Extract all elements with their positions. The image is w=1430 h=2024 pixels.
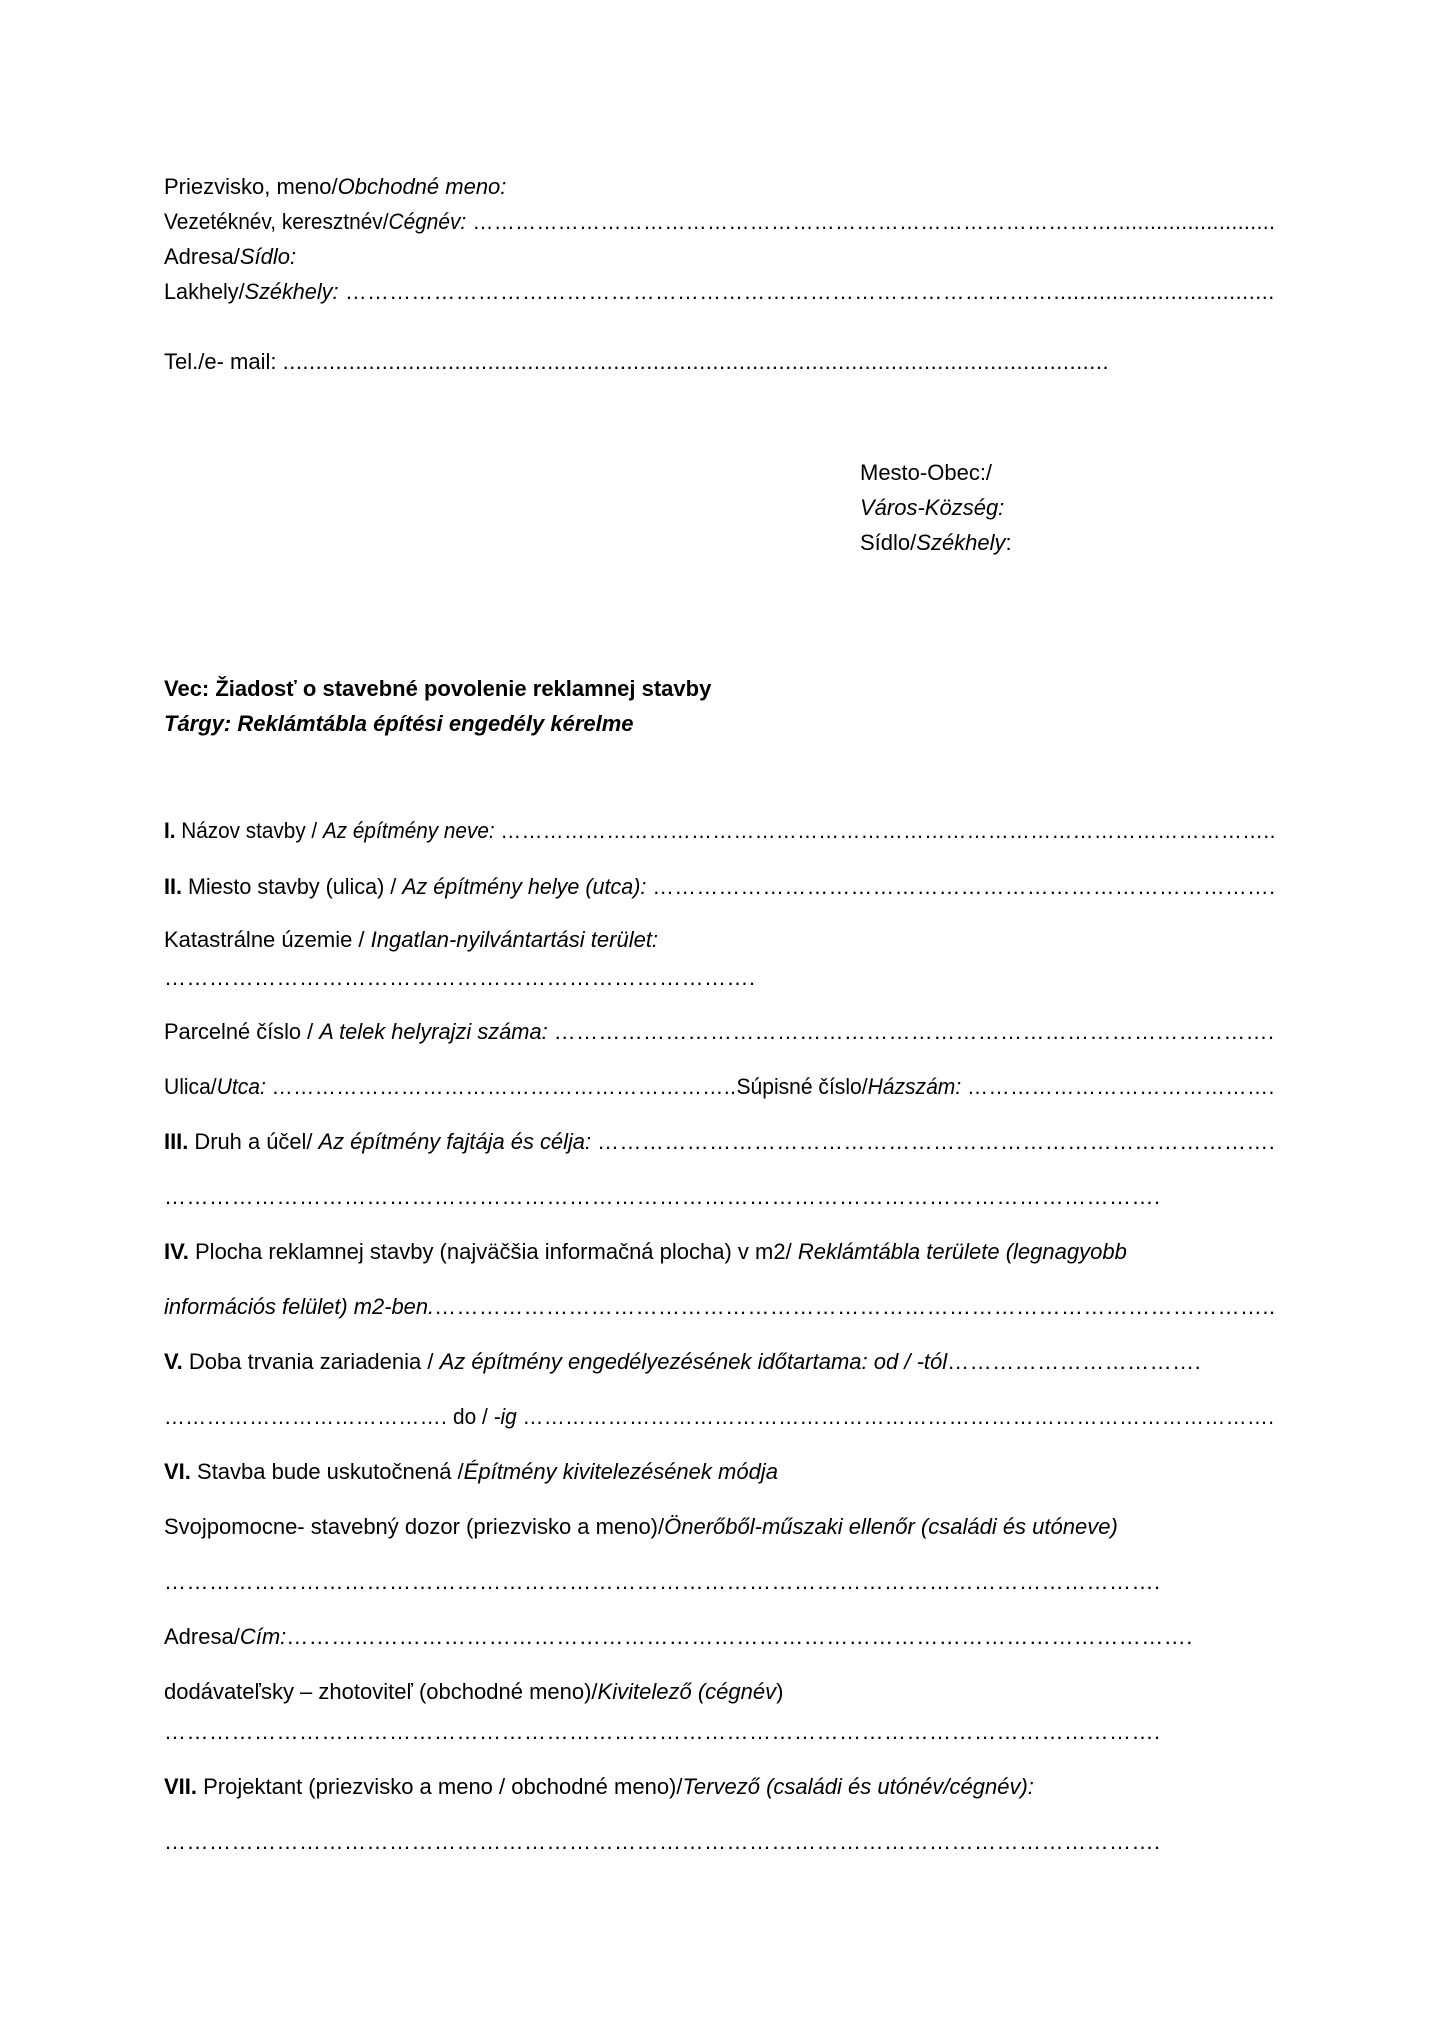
field-cadastral-area: [164, 925, 658, 955]
label-italic: Obchodné meno:: [337, 174, 507, 199]
fill-dots: ………………………………………………………………………………..........................: [466, 209, 1276, 234]
label: Priezvisko, meno/: [164, 174, 338, 199]
field-designer-dots: …………………………………………………………………………………………………………………….: [164, 1829, 1161, 1854]
label: Lakhely/: [164, 279, 245, 304]
label: Súpisné číslo/: [736, 1074, 868, 1099]
label-italic: Házszám:: [867, 1074, 968, 1099]
fill-dots: …………………………….: [947, 1349, 1202, 1374]
label-italic: információs felület) m2-ben.: [164, 1294, 435, 1319]
label-italic: Önerőből-műszaki ellenőr (családi és utóneve): [664, 1514, 1118, 1539]
section-number: I.: [164, 818, 176, 843]
label-italic: Cím:: [239, 1624, 287, 1649]
label: Sídlo/: [860, 530, 917, 555]
label-italic: Az építmény engedélyezésének időtartama: od / -tól: [439, 1349, 948, 1374]
label-italic: Építmény kivitelezésének módja: [463, 1459, 778, 1484]
section-number: II.: [164, 874, 182, 899]
label-italic: Az építmény neve:: [322, 818, 501, 843]
sender-name-sk-line: [164, 172, 506, 202]
field-type-purpose: [164, 1127, 1275, 1157]
field-duration-cont: [164, 1402, 1275, 1432]
field-cadastral-dots: …………………………………………………………………….: [164, 965, 756, 990]
field-self-help: [164, 1512, 1118, 1542]
label-italic: Cégnév:: [388, 209, 467, 234]
label: Plocha reklamnej stavby (najväčšia informačná plocha) v m2/: [188, 1239, 798, 1264]
fill-dots: ……………………………………………………………………………….: [597, 1129, 1276, 1154]
fill-dots: ………………………………………………………..: [271, 1074, 737, 1099]
field-parcel-number: [164, 1017, 1275, 1047]
field-address: [164, 1622, 1193, 1652]
label: Katastrálne územie /: [164, 927, 371, 952]
label-italic: Kivitelező (cégnév: [597, 1679, 777, 1704]
label-italic: Az építmény fajtája és célja:: [318, 1129, 598, 1154]
field-type-purpose-dots: …………………………………………………………………………………………………………………….: [164, 1184, 1161, 1209]
label: Názov stavby /: [175, 818, 323, 843]
label: Miesto stavby (ulica) /: [181, 874, 403, 899]
label: dodávateľsky – zhotoviteľ (obchodné meno)/: [164, 1679, 598, 1704]
label-italic: Az építmény helye (utca):: [402, 874, 653, 899]
section-number: VII.: [164, 1774, 198, 1799]
recipient-town-hu: Város-Község:: [860, 495, 1005, 520]
sender-address-hu-line: [164, 277, 1275, 307]
fill-dots: ………………………………………………………………………………………………..: [500, 818, 1276, 843]
subject-hu: Tárgy: Reklámtábla építési engedély kérelme: [164, 711, 634, 736]
fill-dots: …………………………………………………………………………………….: [553, 1019, 1275, 1044]
field-self-help-dots: …………………………………………………………………………………………………………………….: [164, 1569, 1161, 1594]
section-number: V.: [164, 1349, 183, 1374]
field-contractor-dots: …………………………………………………………………………………………………………………….: [164, 1719, 1161, 1744]
label-italic: Ingatlan-nyilvántartási terület:: [370, 927, 659, 952]
field-street-house: [164, 1072, 1275, 1102]
fill-dots: ………………………………………………………………………………………………………….: [286, 1624, 1193, 1649]
label: Stavba bude uskutočnená /: [190, 1459, 464, 1484]
label: Adresa/: [164, 1624, 240, 1649]
field-construction-mode: [164, 1457, 778, 1487]
label: Ulica/: [164, 1074, 217, 1099]
label: Druh a účel/: [188, 1129, 319, 1154]
section-number: III.: [164, 1129, 189, 1154]
fill-dots: ………………………………….: [164, 1404, 448, 1429]
field-area-cont: [164, 1292, 1276, 1322]
label-italic: Utca:: [216, 1074, 272, 1099]
label: Tel./e- mail:: [164, 349, 283, 374]
label-italic: -ig: [493, 1404, 523, 1429]
field-designer: [164, 1772, 1034, 1802]
label-italic: Reklámtábla területe (legnagyobb: [797, 1239, 1127, 1264]
fill-dots: ……………………………………………………………………………………..................................: [338, 279, 1275, 304]
label: Parcelné číslo /: [164, 1019, 320, 1044]
label: Adresa/: [164, 244, 240, 269]
section-number: VI.: [164, 1459, 191, 1484]
label-italic: A telek helyrajzi száma:: [319, 1019, 554, 1044]
label-italic: Székhely:: [244, 279, 339, 304]
field-building-name: [164, 816, 1276, 846]
label: do /: [447, 1404, 494, 1429]
label-italic: Sídlo:: [239, 244, 297, 269]
fill-dots: .............................................................................................................................: [282, 349, 1110, 374]
sender-address-sk-line: [164, 242, 296, 272]
label-italic: Tervező (családi és utónév/cégnév):: [682, 1774, 1034, 1799]
section-number: IV.: [164, 1239, 189, 1264]
fill-dots: ………………………………………………………………………….: [652, 874, 1276, 899]
field-duration: [164, 1347, 1201, 1377]
label-italic: Székhely: [916, 530, 1006, 555]
sender-name-hu-line: [164, 207, 1275, 237]
fill-dots: …………………………………….: [967, 1074, 1275, 1099]
recipient-town: Mesto-Obec:/: [860, 460, 993, 485]
label: ): [776, 1679, 784, 1704]
recipient-seat: [860, 528, 1012, 558]
label: Doba trvania zariadenia /: [182, 1349, 440, 1374]
field-contractor: [164, 1677, 783, 1707]
field-building-location: [164, 872, 1276, 902]
sender-tel-line: [164, 347, 1109, 377]
subject-sk: Vec: Žiadosť o stavebné povolenie reklamnej stavby: [164, 676, 712, 701]
field-area: [164, 1237, 1127, 1267]
fill-dots: …………………………………………………………………………………………………..: [434, 1294, 1276, 1319]
fill-dots: …………………………………………………………………………………………….: [522, 1404, 1275, 1429]
label: Vezetéknév, keresztnév/: [164, 209, 389, 234]
colon: :: [1005, 530, 1012, 555]
label: Svojpomocne- stavebný dozor (priezvisko a meno)/: [164, 1514, 665, 1539]
label: Projektant (priezvisko a meno / obchodné meno)/: [197, 1774, 683, 1799]
